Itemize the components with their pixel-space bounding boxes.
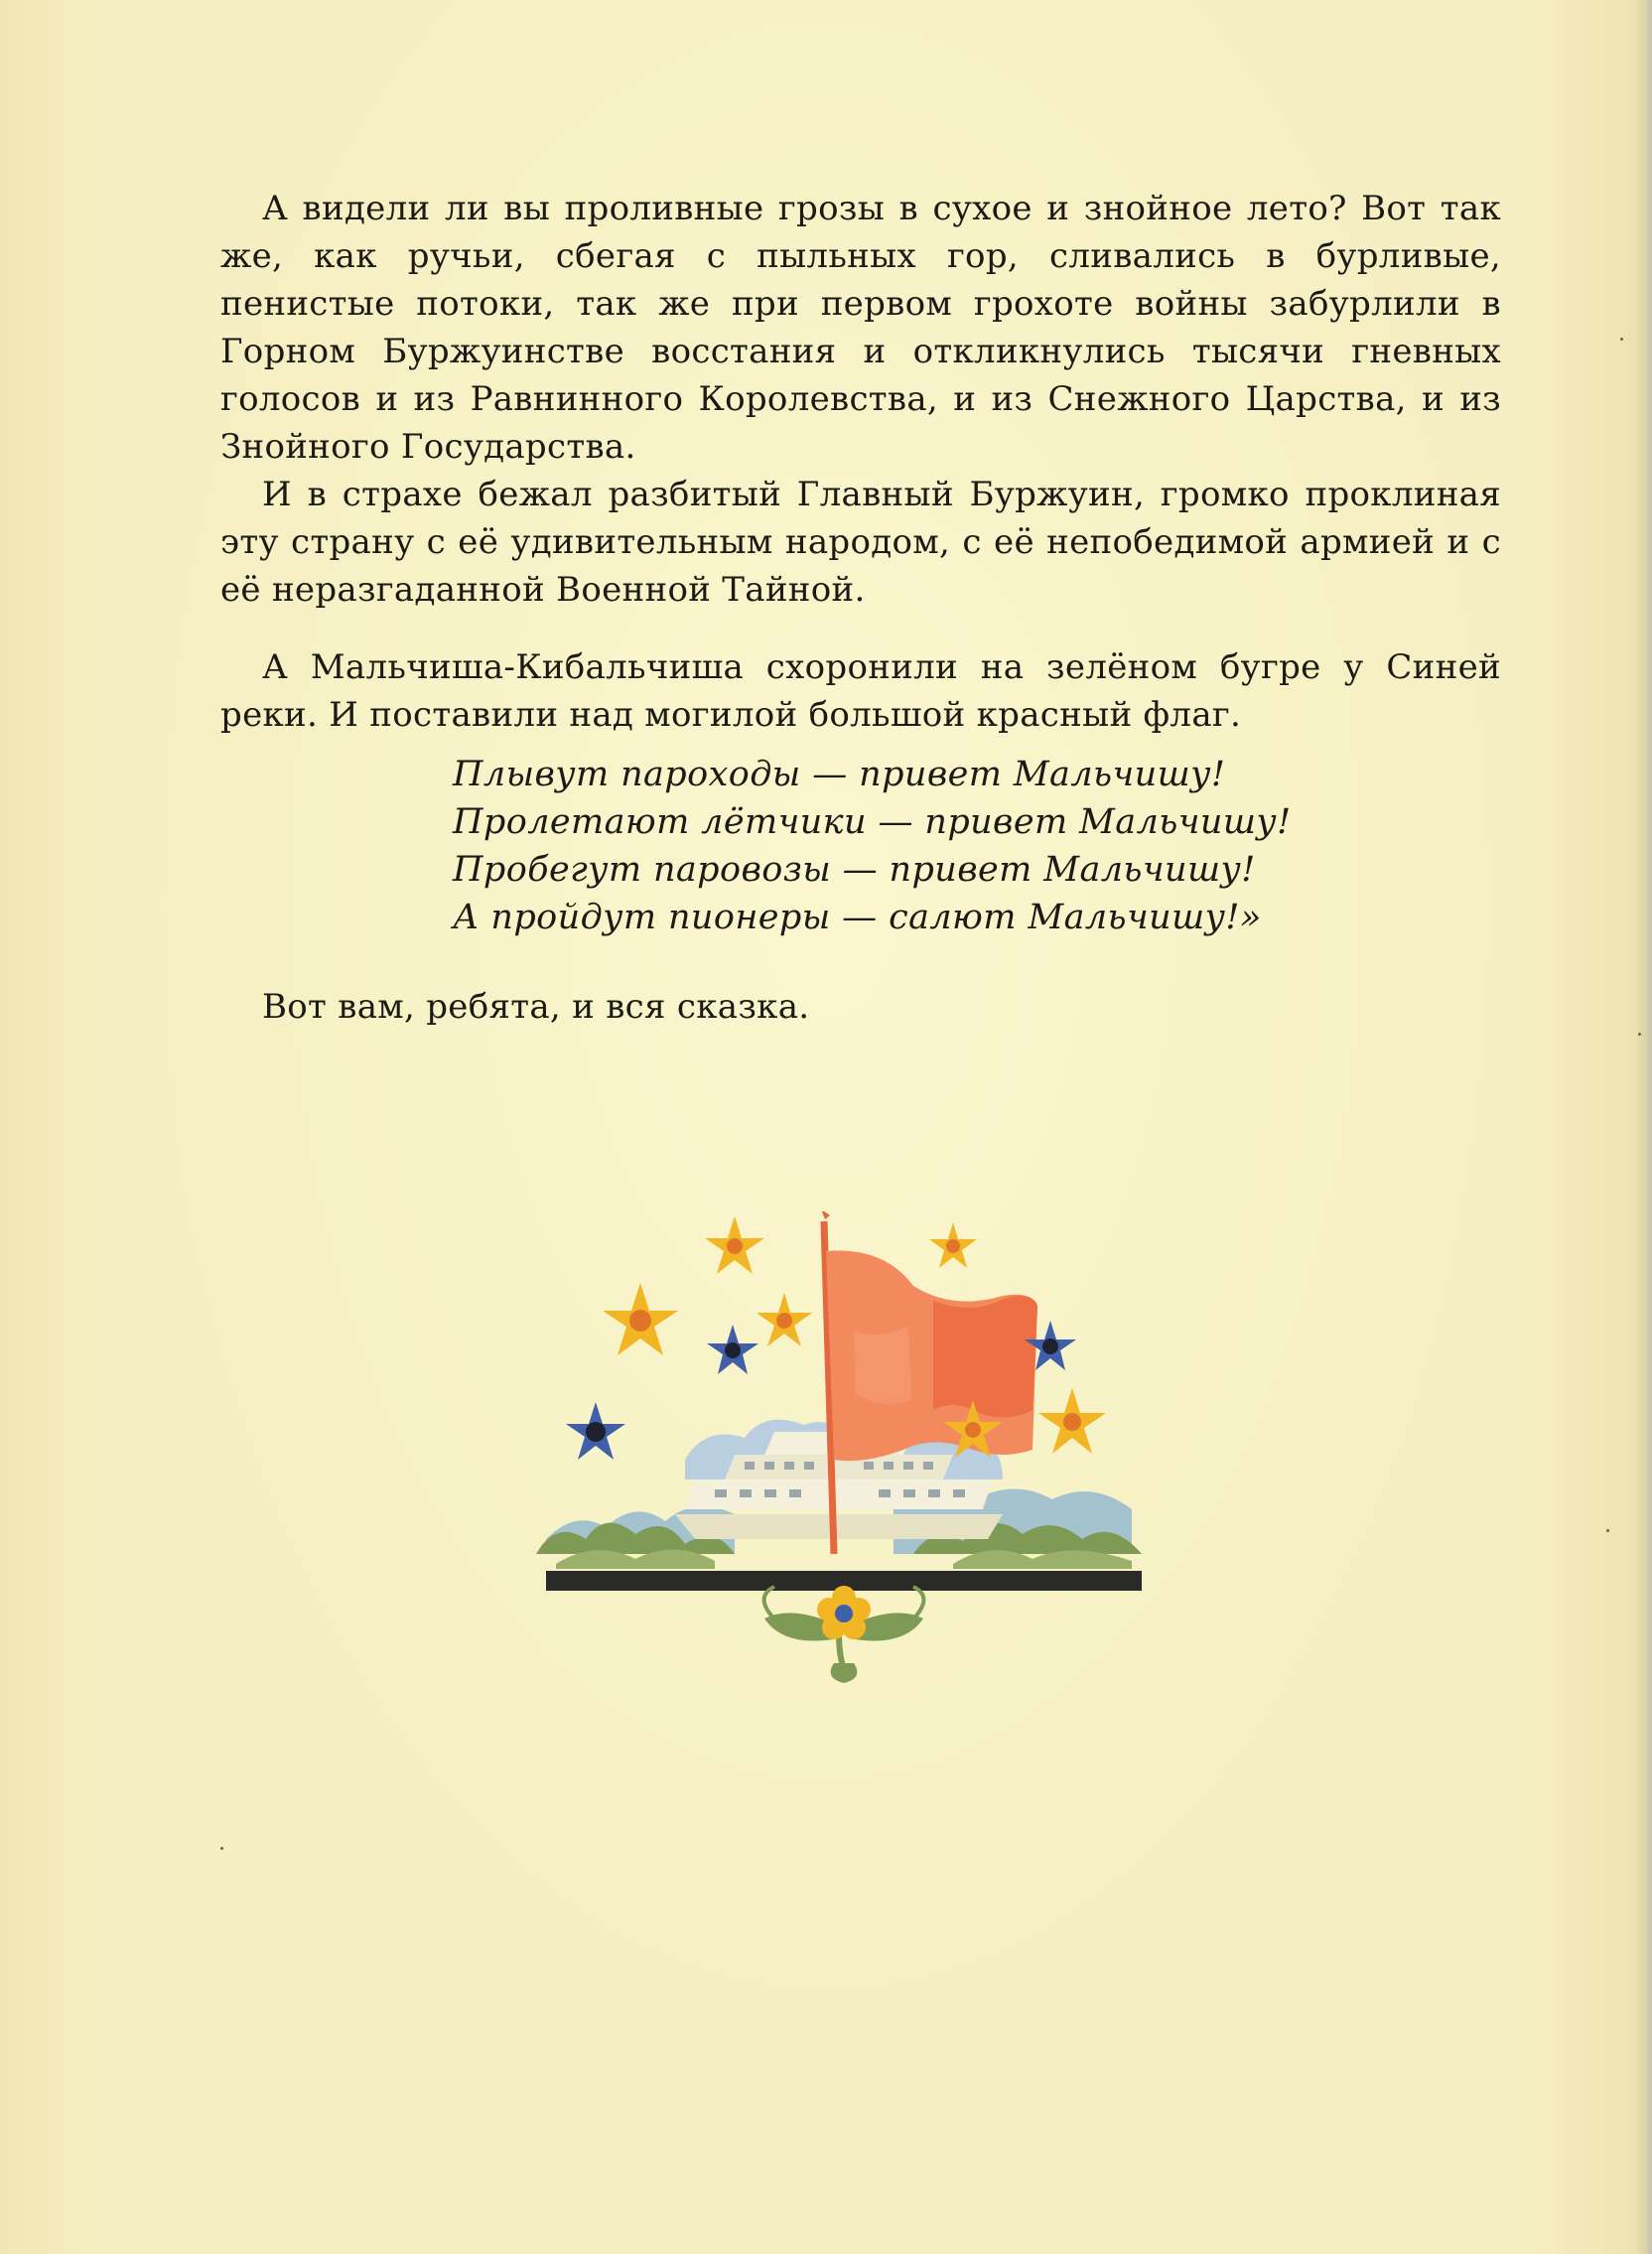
- paper-speck: [1638, 1033, 1641, 1036]
- paper-speck: [220, 1847, 223, 1850]
- flag-ship-illustration: [536, 1211, 1152, 1688]
- poem-line: Пробегут паровозы — привет Мальчишу!: [453, 850, 1256, 890]
- paragraph-1-text: А видели ли вы проливные грозы в сухое и знойное лето? Вот так же, как ручьи, сбегая с пыльных гор, сливались в бурливые, пенистые потоки, так же при первом грохоте войны забурлили в Горном Буржуинстве восстания и откликнулись тысячи гневных голосов и из Равнинного Королевства, и из Снежного Царства, и из Знойного Государства.: [220, 189, 1501, 467]
- yellow-flower: [1038, 1388, 1106, 1454]
- yellow-flower: [757, 1293, 812, 1346]
- paragraph-3: [220, 643, 1501, 739]
- paper-speck: [1620, 338, 1623, 341]
- yellow-flower: [929, 1222, 977, 1268]
- yellow-flower: [603, 1283, 678, 1355]
- paragraph-3-text: А Мальчиша-Кибальчиша схоронили на зелёном бугре у Синей реки. И поставили над могилой большой красный флаг.: [220, 647, 1501, 735]
- blue-flower: [566, 1402, 625, 1460]
- poem-line: Пролетают лётчики — привет Мальчишу!: [453, 802, 1292, 842]
- poem-line: А пройдут пионеры — салют Мальчишу!»: [453, 898, 1262, 937]
- floral-ornament: [764, 1586, 924, 1683]
- blue-flower: [707, 1325, 758, 1374]
- yellow-flower: [705, 1216, 764, 1274]
- poem-line: Плывут пароходы — привет Мальчишу!: [453, 755, 1226, 794]
- paragraph-2-text: И в страхе бежал разбитый Главный Буржуин, громко проклиная эту страну с её удивительным народом, с её непобедимой армией и с её неразгаданной Военной Тайной.: [220, 475, 1501, 610]
- paper-speck: [1606, 1529, 1609, 1532]
- closing-line: Вот вам, ребята, и вся сказка.: [262, 987, 810, 1027]
- poem-stanza: [453, 751, 1292, 941]
- paragraph-1: [220, 185, 1501, 471]
- page-edge: [1634, 0, 1652, 2254]
- paragraph-2: [220, 471, 1501, 614]
